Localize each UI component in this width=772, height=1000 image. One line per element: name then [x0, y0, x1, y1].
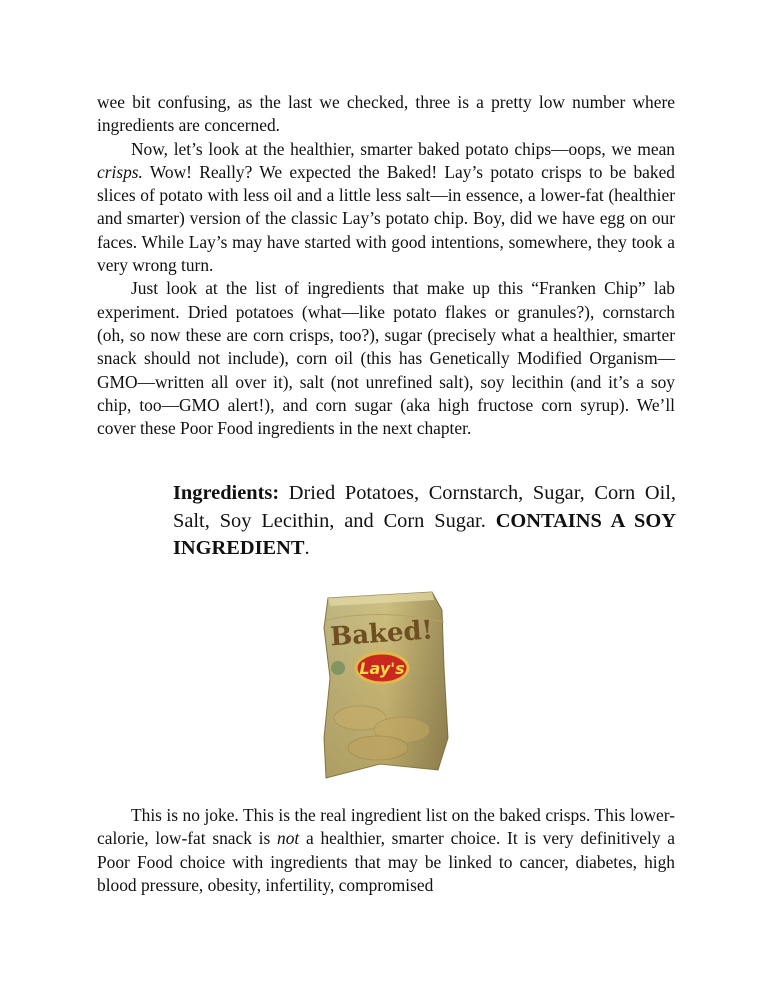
ingredients-label: Ingredients:	[173, 482, 280, 504]
ingredients-list: Dried Potatoes, Cornstarch, Sugar, Corn Oil, Salt, Soy Lecithin, and Corn Sugar.	[173, 482, 676, 532]
para1-text: wee bit confusing, as the last we checked, three is a pretty low number where ingredients are concerned.	[97, 92, 675, 136]
paragraph-2	[97, 138, 675, 278]
para2-text-b: Wow! Really? We expected the Baked! Lay’s potato crisps to be baked slices of potato with less oil and a little less salt—in essence, a lower-fat (healthier and smarter) version of the classic Lay’s potato chip. Boy, did we have egg on our faces. While Lay’s may have started with good intentions, somewhere, they took a very wrong turn.	[97, 161, 675, 276]
soy-warning: CONTAINS A SOY INGREDIENT	[173, 509, 676, 559]
bag-brand-text: Baked!	[329, 615, 435, 653]
para4-text-a: This is no joke. This is the real ingredient list on the baked crisps. This lower-calorie, low-fat snack is	[97, 805, 675, 849]
para4-text-b: a healthier, smarter choice. It is very definitively a Poor Food choice with ingredients that may be linked to cancer, diabetes, high blood pressure, obesity, infertility, compromised	[97, 828, 675, 895]
para2-text-a: Now, let’s look at the healthier, smarter baked potato chips—oops, we mean	[131, 138, 675, 159]
para3-text: Just look at the list of ingredients that make up this “Franken Chip” lab experiment. Dried potatoes (what—like potato flakes or granules?), cornstarch (oh, so now these are corn crisps, too?), sugar (precisely what a healthier, smarter snack should not include), corn oil (this has Genetically Modified Organism—GMO—written all over it), salt (not unrefined salt), soy lecithin (and it’s a soy chip, too—GMO alert!), and corn sugar (aka high fructose corn syrup). We’ll cover these Poor Food ingredients in the next chapter.	[97, 278, 675, 439]
bag-logo-text: Lay's	[359, 659, 405, 678]
para4-italic-not: not	[277, 828, 300, 849]
chip-bag-illustration	[320, 588, 450, 782]
body-text-bottom	[97, 804, 675, 897]
para2-italic-crisps: crisps.	[97, 161, 143, 182]
ingredients-period: .	[304, 537, 310, 559]
paragraph-4	[97, 804, 675, 897]
paragraph-1	[97, 91, 675, 138]
paragraph-3	[97, 277, 675, 440]
chip-bag-image	[320, 588, 450, 782]
body-text-top	[97, 91, 675, 440]
ingredients-statement	[173, 480, 676, 563]
